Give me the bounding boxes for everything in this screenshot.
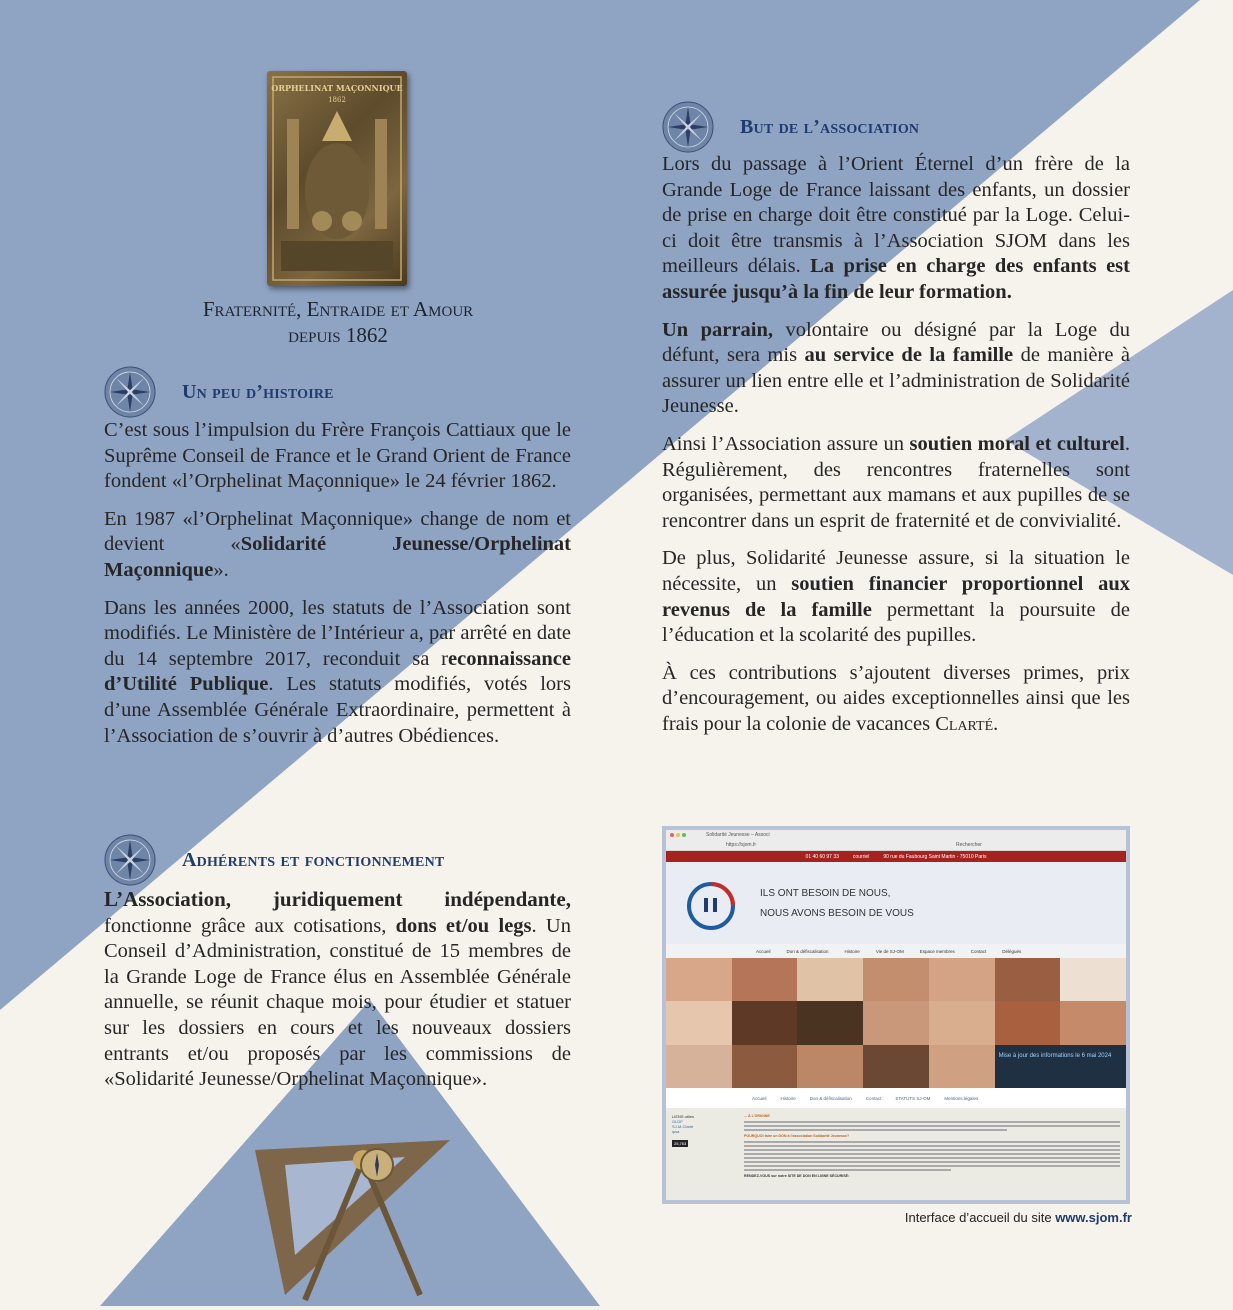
bold-text: au service de la famille	[804, 344, 1014, 367]
photo-tile	[797, 958, 863, 1001]
site-body	[666, 1108, 1126, 1204]
origin-title: ... À L’ORIGINE	[744, 1114, 770, 1118]
tab: Histoire	[780, 1095, 796, 1101]
paragraph	[662, 432, 1130, 534]
text: C’est sous l’impulsion du Frère François Cattiaux que le Suprême Conseil de France et le Grand Orient de France fondent «l’Orphelinat Maçonnique» le 24 février 1862.	[104, 419, 571, 493]
motto-line-2: depuis 1862	[288, 323, 388, 347]
site-main	[738, 1108, 1126, 1204]
nav-item: Don & défiscalisation	[786, 948, 829, 954]
url-bar: https://sjom.fr	[726, 842, 757, 848]
photo-mosaic	[666, 958, 1126, 1088]
bold-text: La prise en charge des enfants est assurée jusqu’à la fin de leur formation.	[662, 255, 1130, 303]
photo-tile	[732, 1001, 798, 1044]
text: De plus, Solidarité Jeunesse assure, si la situation le nécessite, un	[662, 547, 1130, 595]
paragraph	[104, 418, 571, 495]
tab: Contact	[865, 1095, 882, 1101]
paragraph	[104, 887, 571, 1093]
nav-item: Accueil	[756, 948, 771, 954]
nav-item: Espace membres	[919, 948, 955, 954]
compass-rose-icon	[104, 366, 156, 418]
bold-text: econnaissance d’Utilité Publique	[104, 647, 571, 696]
section-title: Un peu d’histoire	[182, 380, 334, 403]
section-title: But de l’association	[740, 115, 920, 138]
address: 90 rue du Faubourg Saint Martin - 75010 Paris	[883, 853, 987, 860]
site-headline-2: NOUS AVONS BESOIN DE VOUS	[760, 908, 914, 919]
site-nav	[666, 944, 1126, 958]
bold-text: Solidarité Jeunesse/Orphelinat Maçonnique	[104, 533, 572, 581]
photo-tile	[797, 1001, 863, 1044]
photo-tile	[666, 958, 732, 1001]
photo-tile	[863, 1001, 929, 1044]
text: Lors du passage à l’Orient Éternel d’un frère de la Grande Loge de France laissant des enfants, un dossier de prise en charge doit être constitué par la Loge. Celui-ci doit être transmis à l’Association SJOM dans les meilleurs délais.	[662, 153, 1130, 278]
email: courriel	[852, 853, 870, 860]
nav-item: Délégués	[1002, 948, 1022, 954]
text: volontaire ou désigné par la Loge du défunt, sera mis	[662, 318, 1130, 367]
photo-tile	[995, 1001, 1061, 1044]
don-title: POURQUOI faire un DON à l’association Solidarité Jeunesse?	[744, 1134, 850, 1138]
maximize-dot-icon	[682, 833, 686, 837]
browser-bar	[666, 830, 1126, 851]
medal-title: ORPHELINAT MAÇONNIQUE	[271, 83, 403, 93]
sidebar-link: GLDF	[672, 1119, 683, 1124]
photo-tile	[863, 1045, 929, 1088]
sjom-logo	[676, 870, 746, 936]
nav-item: Histoire	[844, 948, 860, 954]
histoire-text	[104, 418, 571, 761]
section-heading-histoire	[104, 366, 334, 418]
photo-tile	[929, 1045, 995, 1088]
rendez-vous: RENDEZ-VOUS sur notre SITE DE DON EN LIGNE SÉCURISÉ:	[744, 1174, 850, 1178]
square-and-compass-icon	[245, 1135, 460, 1310]
section-heading-but	[662, 101, 919, 153]
photo-tile	[863, 958, 929, 1001]
medal-year: 1862	[328, 96, 346, 104]
compass-rose-icon	[104, 834, 156, 886]
site-headline-1: ILS ONT BESOIN DE NOUS,	[760, 888, 891, 899]
nav-item: Vie de SJ-OM	[875, 948, 904, 954]
minimize-dot-icon	[676, 833, 680, 837]
close-dot-icon	[670, 833, 674, 837]
text: Clarté	[935, 712, 994, 735]
text: .	[993, 712, 999, 735]
paragraph	[662, 318, 1130, 420]
text: fonctionne grâce aux cotisations,	[104, 914, 396, 937]
visit-counter: 25,763	[674, 1141, 687, 1146]
photo-tile	[666, 1045, 732, 1088]
photo-tile	[929, 1001, 995, 1044]
motto-line-1: Fraternité, Entraide et Amour	[202, 297, 474, 321]
sidebar-title: LIENS utiles	[672, 1114, 695, 1119]
paragraph	[662, 546, 1130, 648]
site-header	[666, 862, 1126, 944]
section-title: Adhérents et fonctionnement	[182, 848, 445, 871]
bold-text: Un parrain,	[662, 318, 773, 341]
photo-tile	[1060, 1001, 1126, 1044]
caption-text: Interface d’accueil du site	[904, 1210, 1056, 1225]
photo-tile	[732, 1045, 798, 1088]
photo-tile	[666, 1001, 732, 1044]
bold-text: soutien financier proportionnel aux revenus de la famille	[662, 572, 1131, 621]
sidebar-link: ipsa	[672, 1129, 680, 1134]
text: À ces contributions s’ajoutent diverses primes, prix d’encouragement, ou aides exceptionnelles ainsi que les frais pour la colonie de vacances	[662, 661, 1130, 735]
text: . Régulièrement, des rencontres fraternelles sont organisées, permettant aux mamans et aux pupilles de se rencontrer dans un esprit de fraternité et de convivialité.	[662, 432, 1130, 532]
site-tabs	[666, 1088, 1126, 1108]
section-heading-adherents	[104, 834, 444, 886]
compass-rose-icon	[662, 101, 714, 153]
text: ».	[213, 558, 229, 581]
caption-site: www.sjom.fr	[1055, 1210, 1132, 1225]
paragraph	[104, 507, 571, 584]
tab: Don & défiscalisation	[809, 1095, 852, 1101]
bold-text: dons et/ou legs	[395, 914, 532, 937]
photo-tile	[1060, 958, 1126, 1001]
nav-item: Contact	[970, 948, 987, 954]
phone: 01 40 60 97 33	[805, 853, 839, 860]
photo-tile	[732, 958, 798, 1001]
search-field: Rechercher	[956, 842, 982, 848]
orphelinat-medal-image	[267, 71, 407, 286]
update-banner: Mise à jour des informations le 6 mai 2024	[995, 1045, 1126, 1088]
photo-tile	[929, 958, 995, 1001]
paragraph	[662, 152, 1130, 306]
paragraph	[662, 661, 1130, 738]
tab: Mentions légales	[944, 1095, 979, 1101]
tab: Accueil	[752, 1095, 767, 1101]
text: . Les statuts modifiés, votés lors d’une Assemblée Générale Extraordinaire, permettent à l’Association de s’ouvrir à d’autres Obédiences.	[104, 673, 571, 747]
contact-bar	[666, 851, 1126, 862]
text: Dans les années 2000, les statuts de l’Association sont modifiés. Le Ministère de l’Intérieur a, par arrêté en date du 14 septembre 2017, reconduit sa r	[104, 596, 571, 670]
sidebar-link: SJ-M-Clarté	[672, 1124, 694, 1129]
screenshot-caption	[780, 1210, 1132, 1225]
text: Ainsi l’Association assure un	[662, 432, 910, 455]
paragraph	[104, 596, 571, 750]
but-text	[662, 152, 1130, 749]
text: permettant la poursuite de l’éducation et la scolarité des pupilles.	[662, 598, 1130, 647]
adherents-text	[104, 887, 571, 1105]
text: . Un Conseil d’Administration, constitué de 15 membres de la Grande Loge de France élus en Assemblée Générale annuelle, se réunit chaque mois, pour étudier et statuer sur les dossiers en cours et les nouveaux dossiers entrants et/ou proposés par les commissions de «Solidarité Jeunesse/Orphelinat Maçonnique».	[104, 914, 571, 1091]
tab: STATUTS SJ-OM	[895, 1095, 931, 1101]
website-screenshot	[662, 826, 1130, 1204]
browser-tab: Solidarité Jeunesse – Associ	[706, 832, 770, 838]
photo-tile	[995, 958, 1061, 1001]
motto	[140, 296, 536, 348]
text: En 1987 «l’Orphelinat Maçonnique» change de nom et devient «	[104, 507, 571, 556]
site-sidebar	[666, 1108, 738, 1204]
photo-tile	[797, 1045, 863, 1088]
bold-text: soutien moral et culturel	[909, 432, 1125, 455]
bold-text: L’Association, juridiquement indépendante,	[104, 887, 571, 911]
text: de manière à assurer un lien entre elle et l’administration de Solidarité Jeunesse.	[662, 344, 1130, 418]
